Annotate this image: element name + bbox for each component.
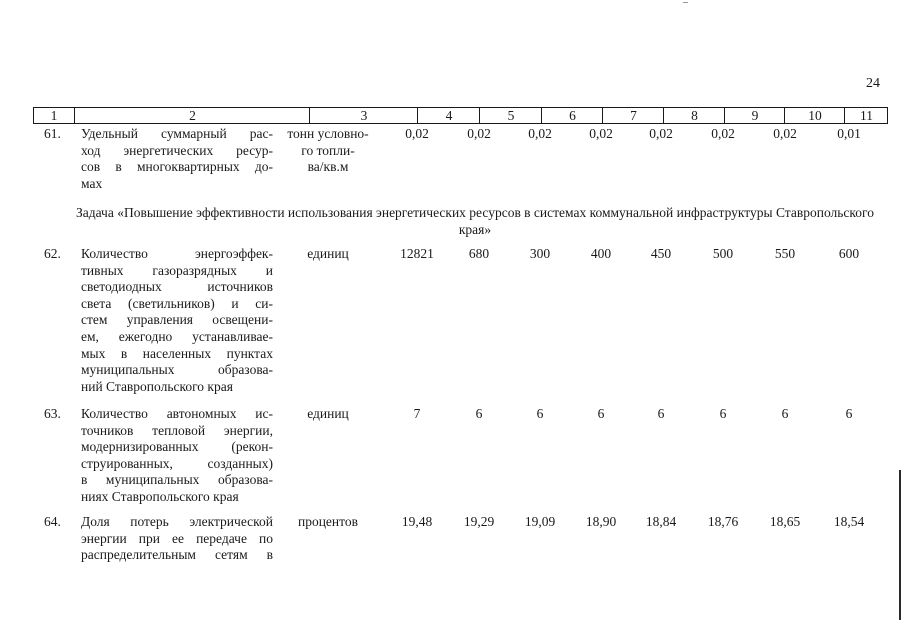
row-number: 61. xyxy=(44,126,61,141)
header-col-2: 2 xyxy=(74,108,310,123)
header-col-10: 10 xyxy=(784,108,845,123)
page-number: 24 xyxy=(866,76,880,91)
indicator-name xyxy=(81,514,273,564)
indicator-name xyxy=(81,406,273,506)
indicator-name-line: Доля потерь электрической xyxy=(81,514,273,529)
value-cell: 19,48 xyxy=(401,514,433,529)
value-cell: 600 xyxy=(838,246,860,261)
row-number: 64. xyxy=(44,514,61,529)
value-cell: 0,02 xyxy=(773,126,797,141)
value-cell: 6 xyxy=(475,406,483,421)
value-cell: 0,02 xyxy=(649,126,673,141)
indicator-name-line: распределительным сетям в xyxy=(81,547,273,563)
value-cell: 0,02 xyxy=(528,126,552,141)
unit-of-measure xyxy=(278,126,378,176)
unit-line: го топли- xyxy=(301,142,355,158)
indicator-name-line: струированных, созданных) xyxy=(81,455,273,471)
indicator-name-line: мых в населенных пунктах xyxy=(81,345,273,361)
indicator-name-line: ний Ставропольского края xyxy=(81,378,233,394)
value-cell: 19,09 xyxy=(524,514,556,529)
value-cell: 550 xyxy=(774,246,796,261)
header-col-7: 7 xyxy=(602,108,664,123)
value-cell: 0,02 xyxy=(405,126,429,141)
value-cell: 0,02 xyxy=(589,126,613,141)
indicator-name-line: сов в многоквартирных до- xyxy=(81,159,273,175)
indicator-name-line: Удельный суммарный рас- xyxy=(81,126,273,141)
value-cell: 0,02 xyxy=(711,126,735,141)
header-col-5: 5 xyxy=(479,108,542,123)
unit-line: процентов xyxy=(297,514,358,529)
value-cell: 0,02 xyxy=(467,126,491,141)
value-cell: 6 xyxy=(657,406,665,421)
value-cell: 18,54 xyxy=(833,514,865,529)
indicator-name-line: светодиодных источников xyxy=(81,279,273,295)
header-col-6: 6 xyxy=(541,108,603,123)
value-cell: 18,65 xyxy=(769,514,801,529)
value-cell: 7 xyxy=(413,406,421,421)
value-cell: 400 xyxy=(590,246,612,261)
unit-of-measure xyxy=(278,514,378,531)
value-cell: 18,84 xyxy=(645,514,677,529)
header-col-3: 3 xyxy=(309,108,418,123)
unit-of-measure xyxy=(278,246,378,263)
row-number: 63. xyxy=(44,406,61,421)
value-cell: 18,76 xyxy=(707,514,739,529)
indicator-name xyxy=(81,246,273,395)
indicator-name-line: стем управления освещени- xyxy=(81,312,273,328)
unit-line: единиц xyxy=(307,246,349,261)
row-number: 62. xyxy=(44,246,61,261)
value-cell: 6 xyxy=(536,406,544,421)
header-col-11: 11 xyxy=(844,108,888,123)
unit-of-measure xyxy=(278,406,378,423)
value-cell: 500 xyxy=(712,246,734,261)
indicator-name-line: модернизированных (рекон- xyxy=(81,439,273,455)
indicator-name-line: ход энергетических ресур- xyxy=(81,142,273,158)
unit-line: единиц xyxy=(307,406,349,421)
indicator-name xyxy=(81,126,273,192)
scan-speck xyxy=(683,2,688,3)
value-cell: 0,01 xyxy=(837,126,861,141)
indicator-name-line: точников тепловой энергии, xyxy=(81,422,273,438)
column-number-header xyxy=(33,107,888,124)
indicator-name-line: ниях Ставропольского края xyxy=(81,488,239,504)
indicator-name-line: муниципальных образова- xyxy=(81,362,273,378)
header-col-1: 1 xyxy=(50,108,58,123)
value-cell: 6 xyxy=(597,406,605,421)
indicator-name-line: тивных газоразрядных и xyxy=(81,262,273,278)
value-cell: 300 xyxy=(529,246,551,261)
indicator-name-line: в муниципальных образова- xyxy=(81,472,273,488)
scan-edge-line xyxy=(899,470,901,620)
unit-line: ва/кв.м xyxy=(307,159,349,175)
indicator-name-line: энергии при ее передаче по xyxy=(81,530,273,546)
value-cell: 6 xyxy=(845,406,853,421)
indicator-name-line: мах xyxy=(81,175,103,191)
value-cell: 6 xyxy=(781,406,789,421)
header-col-4: 4 xyxy=(417,108,480,123)
indicator-name-line: света (светильников) и си- xyxy=(81,295,273,311)
value-cell: 12821 xyxy=(400,246,434,261)
value-cell: 680 xyxy=(468,246,490,261)
indicator-name-line: ем, ежегодно устанавливае- xyxy=(81,328,273,344)
indicator-name-line: Количество автономных ис- xyxy=(81,406,273,421)
unit-line: тонн условно- xyxy=(287,126,369,141)
value-cell: 450 xyxy=(650,246,672,261)
indicator-name-line: Количество энергоэффек- xyxy=(81,246,273,261)
header-col-9: 9 xyxy=(724,108,785,123)
header-col-8: 8 xyxy=(663,108,725,123)
value-cell: 6 xyxy=(719,406,727,421)
value-cell: 19,29 xyxy=(463,514,495,529)
task-heading: Задача «Повышение эффективности использования энергетических ресурсов в системах коммунальной инфраструктуры Ставропольского края» xyxy=(75,205,874,237)
value-cell: 18,90 xyxy=(585,514,617,529)
